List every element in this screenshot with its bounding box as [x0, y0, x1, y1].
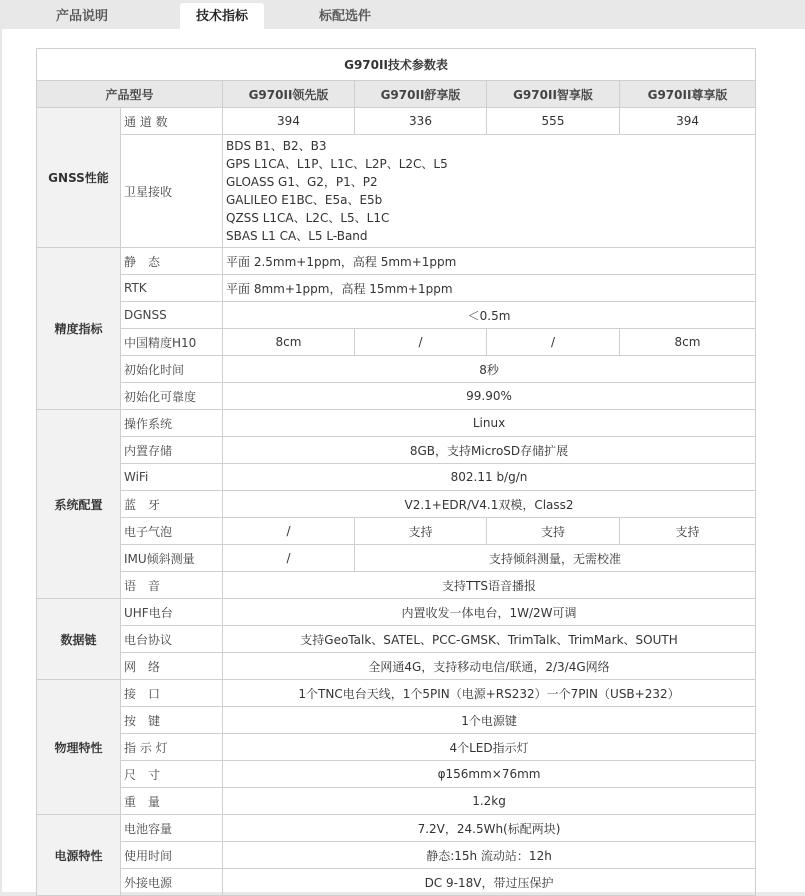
- value-cell: 99.90%: [223, 383, 756, 410]
- row-label: 电池容量: [121, 815, 223, 842]
- section-category: 物理特性: [37, 680, 121, 815]
- value-cell: φ156mm×76mm: [223, 761, 756, 788]
- value-cell: 1.2kg: [223, 788, 756, 815]
- header-cell: G970II舒享版: [355, 81, 487, 108]
- header-cell: G970II尊享版: [620, 81, 756, 108]
- value-cell: /: [487, 329, 620, 356]
- table-row: [37, 572, 756, 599]
- row-label: 电台协议: [121, 626, 223, 653]
- value-cell: 8cm: [223, 329, 355, 356]
- value-line: GLOASS G1、G2，P1、P2: [226, 175, 378, 189]
- spec-table: [36, 48, 756, 896]
- value-cell: 394: [223, 108, 355, 135]
- table-row: [37, 842, 756, 869]
- value-cell: 平面 2.5mm+1ppm，高程 5mm+1ppm: [223, 248, 756, 275]
- table-title: G970II技术参数表: [37, 49, 756, 81]
- table-row: [37, 626, 756, 653]
- value-cell: 平面 8mm+1ppm，高程 15mm+1ppm: [223, 275, 756, 302]
- value-cell: Linux: [223, 410, 756, 437]
- row-label: 操作系统: [121, 410, 223, 437]
- table-row: [37, 815, 756, 842]
- row-label: 中国精度H10: [121, 329, 223, 356]
- value-cell: 支持: [487, 518, 620, 545]
- table-row: [37, 275, 756, 302]
- value-cell: 支持倾斜测量，无需校准: [355, 545, 756, 572]
- header-cell: G970II智享版: [487, 81, 620, 108]
- row-label: 静 态: [121, 248, 223, 275]
- table-row: [37, 356, 756, 383]
- table-row: [37, 464, 756, 491]
- value-cell: 8秒: [223, 356, 756, 383]
- value-cell: 7.2V，24.5Wh(标配两块): [223, 815, 756, 842]
- value-cell: /: [223, 518, 355, 545]
- row-label: 重 量: [121, 788, 223, 815]
- value-cell: 支持GeoTalk、SATEL、PCC-GMSK、TrimTalk、TrimMark、SOUTH: [223, 626, 756, 653]
- table-header-row: [37, 81, 756, 108]
- table-row: [37, 788, 756, 815]
- table-title-row: [37, 49, 756, 81]
- table-row: [37, 680, 756, 707]
- value-cell: 555: [487, 108, 620, 135]
- value-cell: [223, 135, 756, 248]
- table-row: [37, 869, 756, 896]
- table-row: [37, 437, 756, 464]
- table-row: [37, 383, 756, 410]
- table-row: [37, 518, 756, 545]
- value-cell: ＜0.5m: [223, 302, 756, 329]
- table-row: [37, 761, 756, 788]
- value-cell: V2.1+EDR/V4.1双模，Class2: [223, 491, 756, 518]
- section-category: 数据链: [37, 599, 121, 680]
- value-cell: /: [355, 329, 487, 356]
- table-row: [37, 653, 756, 680]
- value-cell: 1个电源键: [223, 707, 756, 734]
- row-label: 使用时间: [121, 842, 223, 869]
- value-cell: /: [223, 545, 355, 572]
- value-line: GPS L1CA、L1P、L1C、L2P、L2C、L5: [226, 157, 448, 171]
- table-row: [37, 491, 756, 518]
- row-label: 电子气泡: [121, 518, 223, 545]
- header-cell: G970II领先版: [223, 81, 355, 108]
- value-cell: 支持: [620, 518, 756, 545]
- value-line: SBAS L1 CA、L5 L-Band: [226, 229, 368, 243]
- header-cell: 产品型号: [37, 81, 223, 108]
- value-cell: 静态:15h 流动站：12h: [223, 842, 756, 869]
- value-cell: 1个TNC电台天线，1个5PIN（电源+RS232）一个7PIN（USB+232）: [223, 680, 756, 707]
- table-row: [37, 734, 756, 761]
- value-cell: 8cm: [620, 329, 756, 356]
- row-label: 网 络: [121, 653, 223, 680]
- section-category: GNSS性能: [37, 108, 121, 248]
- table-row: [37, 329, 756, 356]
- table-row: [37, 302, 756, 329]
- value-cell: 4个LED指示灯: [223, 734, 756, 761]
- row-label: 卫星接收: [121, 135, 223, 248]
- table-row: [37, 410, 756, 437]
- table-row: [37, 545, 756, 572]
- table-row: [37, 599, 756, 626]
- row-label: IMU倾斜测量: [121, 545, 223, 572]
- row-label: 初始化可靠度: [121, 383, 223, 410]
- row-label: 尺 寸: [121, 761, 223, 788]
- value-cell: DC 9-18V，带过压保护: [223, 869, 756, 896]
- content-panel: [2, 29, 805, 892]
- value-line: QZSS L1CA、L2C、L5、L1C: [226, 211, 390, 225]
- value-line: BDS B1、B2、B3: [226, 139, 327, 153]
- row-label: 内置存储: [121, 437, 223, 464]
- value-cell: 全网通4G，支持移动电信/联通，2/3/4G网络: [223, 653, 756, 680]
- row-label: 蓝 牙: [121, 491, 223, 518]
- tab-standard-accessories[interactable]: 标配选件: [318, 9, 371, 24]
- value-cell: 支持TTS语音播报: [223, 572, 756, 599]
- row-label: 通 道 数: [121, 108, 223, 135]
- value-cell: 支持: [355, 518, 487, 545]
- section-category: 精度指标: [37, 248, 121, 410]
- row-label: 按 键: [121, 707, 223, 734]
- row-label: 语 音: [121, 572, 223, 599]
- value-cell: 336: [355, 108, 487, 135]
- table-row: [37, 707, 756, 734]
- row-label: 外接电源: [121, 869, 223, 896]
- section-category: 电源特性: [37, 815, 121, 896]
- table-row: [37, 135, 756, 248]
- value-cell: 内置收发一体电台，1W/2W可调: [223, 599, 756, 626]
- row-label: 指 示 灯: [121, 734, 223, 761]
- tab-bar: [0, 0, 805, 29]
- row-label: WiFi: [121, 464, 223, 491]
- value-line: GALILEO E1BC、E5a、E5b: [226, 193, 383, 207]
- tab-product-description[interactable]: 产品说明: [55, 9, 108, 24]
- tab-technical-specs[interactable]: 技术指标: [180, 3, 264, 29]
- row-label: 初始化时间: [121, 356, 223, 383]
- table-row: [37, 108, 756, 135]
- value-cell: 8GB，支持MicroSD存储扩展: [223, 437, 756, 464]
- value-cell: 394: [620, 108, 756, 135]
- row-label: DGNSS: [121, 302, 223, 329]
- row-label: UHF电台: [121, 599, 223, 626]
- row-label: 接 口: [121, 680, 223, 707]
- section-category: 系统配置: [37, 410, 121, 599]
- value-cell: 802.11 b/g/n: [223, 464, 756, 491]
- row-label: RTK: [121, 275, 223, 302]
- table-row: [37, 248, 756, 275]
